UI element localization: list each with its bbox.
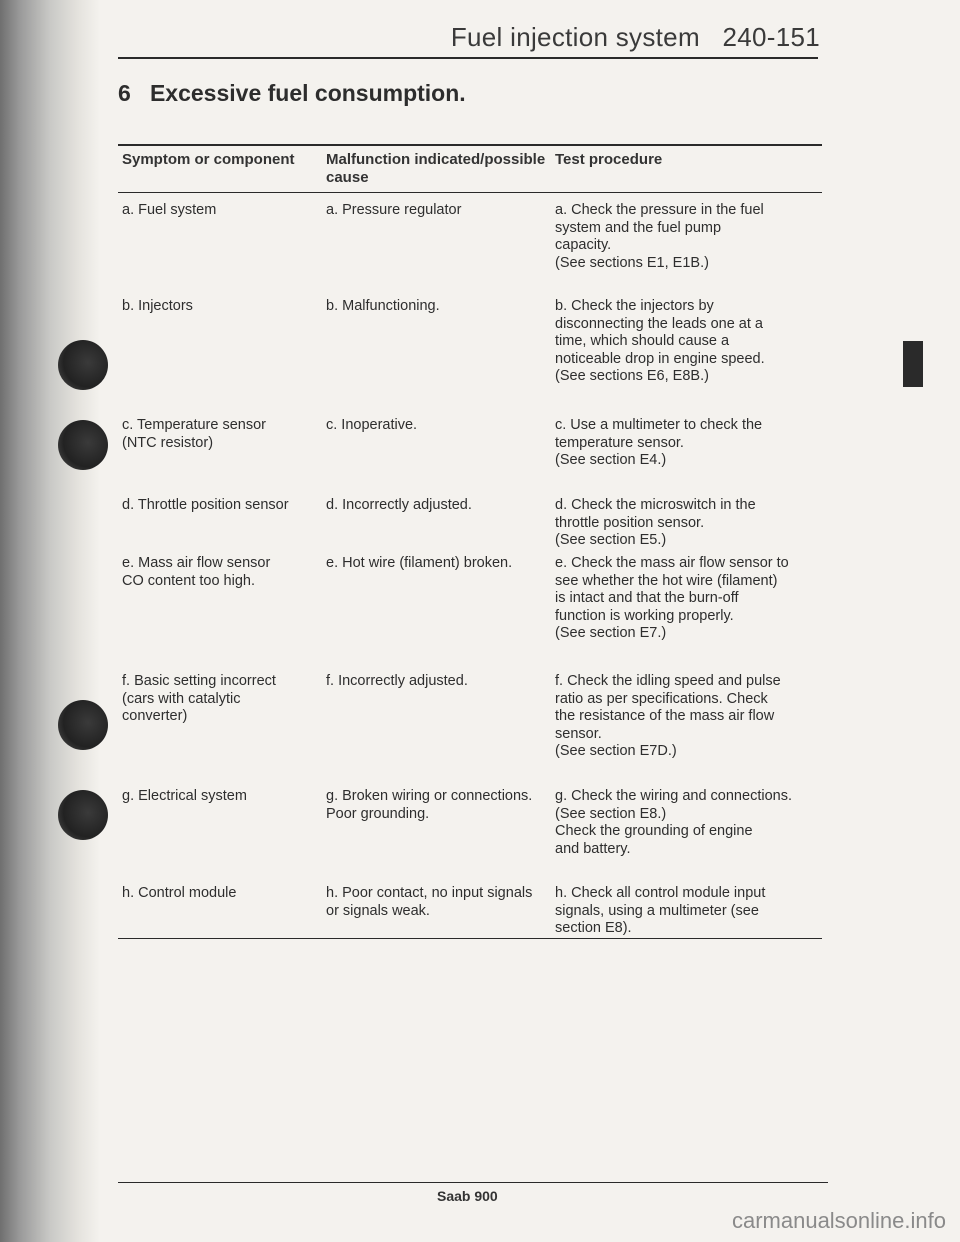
procedure-cell: d. Check the microswitch in the throttle position sensor. (See section E5.) — [555, 497, 756, 548]
table-header-rule — [118, 192, 822, 193]
malfunction-cell: a. Pressure regulator — [326, 202, 462, 218]
symptom-cell: d. Throttle position sensor — [122, 497, 289, 513]
section-thumb-tab — [903, 341, 923, 387]
symptom-cell: e. Mass air flow sensor CO content too high. — [122, 555, 271, 589]
footer-rule — [118, 1182, 828, 1183]
binder-hole — [58, 790, 108, 840]
binder-hole — [58, 700, 108, 750]
section-title: 6 Excessive fuel consumption. — [118, 80, 466, 106]
malfunction-cell: d. Incorrectly adjusted. — [326, 497, 472, 513]
malfunction-cell: f. Incorrectly adjusted. — [326, 673, 468, 689]
procedure-cell: g. Check the wiring and connections. (See section E8.) Check the grounding of engine and battery. — [555, 788, 792, 857]
binder-hole — [58, 420, 108, 470]
malfunction-cell: g. Broken wiring or connections. Poor grounding. — [326, 788, 533, 822]
header-rule — [118, 57, 818, 59]
symptom-cell: g. Electrical system — [122, 788, 247, 804]
symptom-cell: c. Temperature sensor (NTC resistor) — [122, 417, 266, 451]
procedure-cell: e. Check the mass air flow sensor to see whether the hot wire (filament) is intact and that the burn-off function is working properly. (See section E7.) — [555, 555, 789, 641]
symptom-cell: f. Basic setting incorrect (cars with catalytic converter) — [122, 673, 276, 724]
malfunction-cell: b. Malfunctioning. — [326, 298, 440, 314]
procedure-cell: h. Check all control module input signals, using a multimeter (see section E8). — [555, 885, 766, 936]
procedure-cell: f. Check the idling speed and pulse ratio as per specifications. Check the resistance of the mass air flow sensor. (See section E7D.) — [555, 673, 781, 759]
symptom-cell: a. Fuel system — [122, 202, 217, 218]
malfunction-cell: h. Poor contact, no input signals or signals weak. — [326, 885, 533, 919]
table-top-rule — [118, 144, 822, 146]
malfunction-cell: e. Hot wire (filament) broken. — [326, 555, 513, 571]
symptom-cell: h. Control module — [122, 885, 237, 901]
procedure-cell: a. Check the pressure in the fuel system and the fuel pump capacity. (See sections E1, E1B.) — [555, 202, 764, 271]
page-binding-edge — [0, 0, 100, 1242]
column-header-symptom: Symptom or component — [122, 151, 295, 168]
malfunction-cell: c. Inoperative. — [326, 417, 418, 433]
column-header-procedure: Test procedure — [555, 151, 663, 168]
table-bottom-rule — [118, 938, 822, 939]
watermark-text: carmanualsonline.info — [731, 1208, 946, 1233]
footer-label: Saab 900 — [437, 1188, 498, 1204]
symptom-cell: b. Injectors — [122, 298, 193, 314]
procedure-cell: b. Check the injectors by disconnecting the leads one at a time, which should cause a noticeable drop in engine speed. (See sections E6, E8B.) — [555, 298, 765, 384]
column-header-malfunction: Malfunction indicated/possible cause — [326, 151, 546, 186]
procedure-cell: c. Use a multimeter to check the temperature sensor. (See section E4.) — [555, 417, 763, 468]
binder-hole — [58, 340, 108, 390]
page-header-title: Fuel injection system 240-151 — [450, 22, 820, 52]
